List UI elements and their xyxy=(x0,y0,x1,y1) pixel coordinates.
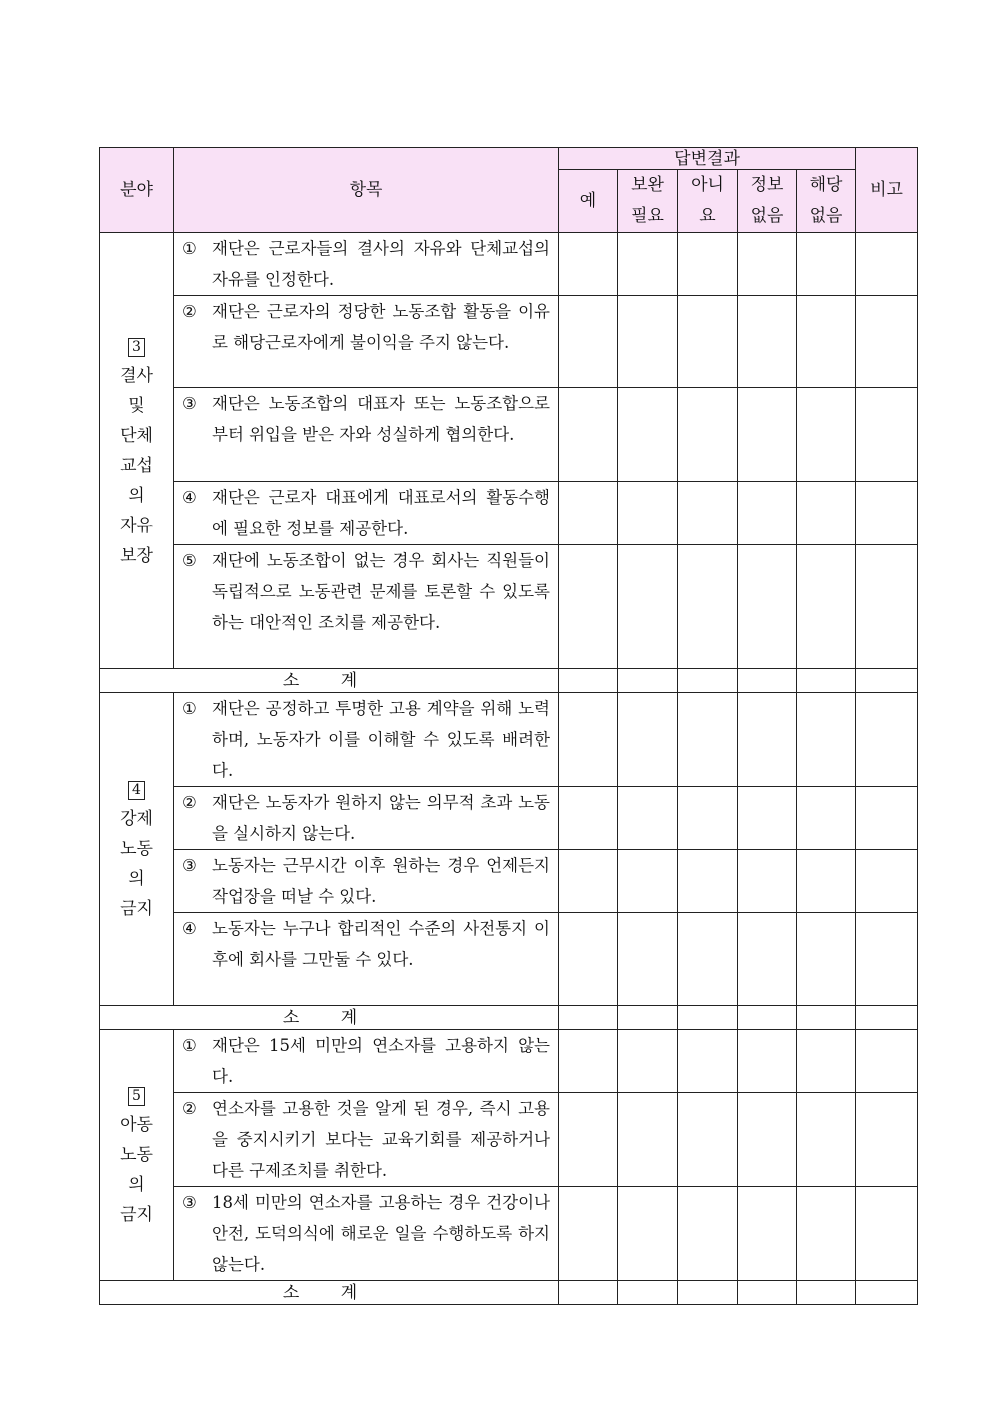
answer-not-applicable-cell[interactable] xyxy=(797,1093,856,1187)
answer-needs-improvement-cell[interactable] xyxy=(618,850,678,913)
subtotal-answer-no-info-cell[interactable] xyxy=(738,669,797,693)
subtotal-answer-no-cell[interactable] xyxy=(678,1006,738,1030)
table-row xyxy=(100,482,918,545)
answer-needs-improvement-cell[interactable] xyxy=(618,787,678,850)
remark-cell[interactable] xyxy=(856,545,918,669)
checklist-item xyxy=(174,1187,559,1281)
remark-cell[interactable] xyxy=(856,1030,918,1093)
item-number: ④ xyxy=(182,488,197,507)
answer-no-cell[interactable] xyxy=(678,913,738,1006)
item-number: ① xyxy=(182,1036,197,1055)
answer-not-applicable-cell[interactable] xyxy=(797,787,856,850)
answer-no-cell[interactable] xyxy=(678,296,738,388)
subtotal-remark-cell[interactable] xyxy=(856,1281,918,1305)
answer-needs-improvement-cell[interactable] xyxy=(618,233,678,296)
remark-cell[interactable] xyxy=(856,1187,918,1281)
answer-not-applicable-cell[interactable] xyxy=(797,693,856,787)
item-number: ③ xyxy=(182,1193,197,1212)
subtotal-answer-no-cell[interactable] xyxy=(678,669,738,693)
checklist-item xyxy=(174,388,559,482)
remark-cell[interactable] xyxy=(856,233,918,296)
remark-cell[interactable] xyxy=(856,482,918,545)
checklist-item xyxy=(174,482,559,545)
answer-no-cell[interactable] xyxy=(678,693,738,787)
table-row xyxy=(100,233,918,296)
checklist-item xyxy=(174,296,559,388)
answer-yes-cell[interactable] xyxy=(559,1030,618,1093)
section-title-line: 단체 xyxy=(120,425,153,446)
section-title-line: 노동 xyxy=(120,839,153,859)
answer-not-applicable-cell[interactable] xyxy=(797,388,856,482)
item-text: 노동자는 누구나 합리적인 수준의 사전통지 이후에 회사를 그만둘 수 있다. xyxy=(212,919,550,969)
item-text: 18세 미만의 연소자를 고용하는 경우 건강이나 안전, 도덕의식에 해로운 일을 수행하도록 하지 않는다. xyxy=(212,1193,550,1274)
item-number: ① xyxy=(182,699,197,718)
answer-yes-cell[interactable] xyxy=(559,233,618,296)
header-col-no: 아니 요 xyxy=(678,170,738,233)
item-number: ① xyxy=(182,239,197,258)
answer-no-info-cell[interactable] xyxy=(738,482,797,545)
answer-no-cell[interactable] xyxy=(678,1093,738,1187)
section-number: 5 xyxy=(128,1087,145,1106)
section-title xyxy=(100,233,174,669)
table-row xyxy=(100,850,918,913)
subtotal-label: 소 계 xyxy=(100,669,559,693)
subtotal-answer-yes-cell[interactable] xyxy=(559,1281,618,1305)
table-row xyxy=(100,913,918,1006)
table-row xyxy=(100,1187,918,1281)
answer-needs-improvement-cell[interactable] xyxy=(618,388,678,482)
checklist-item xyxy=(174,545,559,669)
answer-not-applicable-cell[interactable] xyxy=(797,913,856,1006)
header-field: 분야 xyxy=(100,148,174,233)
answer-no-info-cell[interactable] xyxy=(738,913,797,1006)
subtotal-answer-not-applicable-cell[interactable] xyxy=(797,1006,856,1030)
answer-yes-cell[interactable] xyxy=(559,1093,618,1187)
checklist-item xyxy=(174,233,559,296)
checklist-table xyxy=(99,147,918,1305)
item-text: 재단은 노동자가 원하지 않는 의무적 초과 노동을 실시하지 않는다. xyxy=(212,793,550,843)
item-text: 재단은 공정하고 투명한 고용 계약을 위해 노력하며, 노동자가 이를 이해할 수 있도록 배려한다. xyxy=(212,699,550,780)
subtotal-answer-yes-cell[interactable] xyxy=(559,669,618,693)
table-row xyxy=(100,693,918,787)
header-item: 항목 xyxy=(174,148,559,233)
answer-no-info-cell[interactable] xyxy=(738,1187,797,1281)
answer-no-cell[interactable] xyxy=(678,545,738,669)
answer-not-applicable-cell[interactable] xyxy=(797,1030,856,1093)
item-number: ② xyxy=(182,302,197,321)
answer-yes-cell[interactable] xyxy=(559,787,618,850)
section-title-line: 금지 xyxy=(120,899,153,919)
subtotal-row xyxy=(100,1281,918,1305)
item-number: ③ xyxy=(182,394,197,413)
section-title-line: 의 xyxy=(128,1175,145,1195)
item-text: 재단은 근로자의 정당한 노동조합 활동을 이유로 해당근로자에게 불이익을 주지 않는다. xyxy=(212,302,550,352)
answer-yes-cell[interactable] xyxy=(559,482,618,545)
answer-yes-cell[interactable] xyxy=(559,545,618,669)
answer-no-cell[interactable] xyxy=(678,233,738,296)
subtotal-answer-needs-improvement-cell[interactable] xyxy=(618,669,678,693)
section-title-line: 의 xyxy=(128,869,145,889)
answer-yes-cell[interactable] xyxy=(559,388,618,482)
checklist-item xyxy=(174,693,559,787)
answer-needs-improvement-cell[interactable] xyxy=(618,1030,678,1093)
subtotal-answer-no-info-cell[interactable] xyxy=(738,1281,797,1305)
section-title-line: 의 xyxy=(128,485,145,506)
subtotal-answer-yes-cell[interactable] xyxy=(559,1006,618,1030)
answer-not-applicable-cell[interactable] xyxy=(797,1187,856,1281)
remark-cell[interactable] xyxy=(856,1093,918,1187)
checklist-item xyxy=(174,1030,559,1093)
header-col-yes: 예 xyxy=(559,170,618,233)
checklist-item xyxy=(174,850,559,913)
answer-no-info-cell[interactable] xyxy=(738,296,797,388)
section-title-line: 및 xyxy=(128,395,145,416)
answer-not-applicable-cell[interactable] xyxy=(797,233,856,296)
answer-yes-cell[interactable] xyxy=(559,1187,618,1281)
checklist-item xyxy=(174,913,559,1006)
answer-no-info-cell[interactable] xyxy=(738,850,797,913)
table-row xyxy=(100,787,918,850)
answer-not-applicable-cell[interactable] xyxy=(797,850,856,913)
subtotal-remark-cell[interactable] xyxy=(856,1006,918,1030)
subtotal-answer-needs-improvement-cell[interactable] xyxy=(618,1281,678,1305)
table-row xyxy=(100,296,918,388)
answer-not-applicable-cell[interactable] xyxy=(797,482,856,545)
subtotal-row xyxy=(100,1006,918,1030)
answer-no-info-cell[interactable] xyxy=(738,693,797,787)
section-title xyxy=(100,1030,174,1281)
subtotal-answer-needs-improvement-cell[interactable] xyxy=(618,1006,678,1030)
item-text: 재단은 15세 미만의 연소자를 고용하지 않는다. xyxy=(212,1036,550,1086)
answer-needs-improvement-cell[interactable] xyxy=(618,1187,678,1281)
answer-no-cell[interactable] xyxy=(678,1030,738,1093)
subtotal-label: 소 계 xyxy=(100,1006,559,1030)
header-col-no-info: 정보 없음 xyxy=(738,170,797,233)
answer-no-cell[interactable] xyxy=(678,787,738,850)
remark-cell[interactable] xyxy=(856,296,918,388)
answer-not-applicable-cell[interactable] xyxy=(797,545,856,669)
answer-no-info-cell[interactable] xyxy=(738,545,797,669)
header-col-needs-improvement: 보완 필요 xyxy=(618,170,678,233)
table-row xyxy=(100,545,918,669)
subtotal-answer-no-cell[interactable] xyxy=(678,1281,738,1305)
subtotal-answer-not-applicable-cell[interactable] xyxy=(797,669,856,693)
remark-cell[interactable] xyxy=(856,693,918,787)
item-number: ② xyxy=(182,793,197,812)
header-remark: 비고 xyxy=(856,148,918,233)
remark-cell[interactable] xyxy=(856,850,918,913)
subtotal-answer-not-applicable-cell[interactable] xyxy=(797,1281,856,1305)
answer-needs-improvement-cell[interactable] xyxy=(618,693,678,787)
answer-yes-cell[interactable] xyxy=(559,693,618,787)
answer-needs-improvement-cell[interactable] xyxy=(618,1093,678,1187)
answer-needs-improvement-cell[interactable] xyxy=(618,913,678,1006)
remark-cell[interactable] xyxy=(856,388,918,482)
item-number: ⑤ xyxy=(182,551,197,570)
section-title xyxy=(100,693,174,1006)
answer-no-cell[interactable] xyxy=(678,482,738,545)
item-number: ③ xyxy=(182,856,197,875)
answer-no-info-cell[interactable] xyxy=(738,388,797,482)
table-row xyxy=(100,388,918,482)
section-title-line: 보장 xyxy=(120,545,153,566)
table-row xyxy=(100,1030,918,1093)
answer-no-info-cell[interactable] xyxy=(738,233,797,296)
answer-no-cell[interactable] xyxy=(678,850,738,913)
remark-cell[interactable] xyxy=(856,787,918,850)
item-text: 노동자는 근무시간 이후 원하는 경우 언제든지 작업장을 떠날 수 있다. xyxy=(212,856,550,906)
section-title-line: 교섭 xyxy=(120,455,153,476)
answer-not-applicable-cell[interactable] xyxy=(797,296,856,388)
item-text: 재단에 노동조합이 없는 경우 회사는 직원들이 독립적으로 노동관련 문제를 토론할 수 있도록 하는 대안적인 조치를 제공한다. xyxy=(212,551,550,632)
section-title-line: 강제 xyxy=(120,809,153,829)
answer-no-info-cell[interactable] xyxy=(738,787,797,850)
answer-no-info-cell[interactable] xyxy=(738,1030,797,1093)
item-text: 재단은 노동조합의 대표자 또는 노동조합으로부터 위입을 받은 자와 성실하게 협의한다. xyxy=(212,394,550,444)
item-text: 재단은 근로자들의 결사의 자유와 단체교섭의 자유를 인정한다. xyxy=(212,239,550,289)
answer-no-cell[interactable] xyxy=(678,388,738,482)
header-result-group: 답변결과 xyxy=(559,148,856,170)
answer-needs-improvement-cell[interactable] xyxy=(618,482,678,545)
section-number: 4 xyxy=(128,781,145,800)
item-text: 재단은 근로자 대표에게 대표로서의 활동수행에 필요한 정보를 제공한다. xyxy=(212,488,550,538)
section-title-line: 노동 xyxy=(120,1145,153,1165)
section-number: 3 xyxy=(128,338,145,357)
subtotal-label: 소 계 xyxy=(100,1281,559,1305)
table-row xyxy=(100,1093,918,1187)
header-col-not-applicable: 해당 없음 xyxy=(797,170,856,233)
answer-no-cell[interactable] xyxy=(678,1187,738,1281)
answer-yes-cell[interactable] xyxy=(559,296,618,388)
checklist-item xyxy=(174,1093,559,1187)
checklist-item xyxy=(174,787,559,850)
section-title-line: 금지 xyxy=(120,1205,153,1225)
item-number: ④ xyxy=(182,919,197,938)
subtotal-remark-cell[interactable] xyxy=(856,669,918,693)
answer-yes-cell[interactable] xyxy=(559,913,618,1006)
section-title-line: 결사 xyxy=(120,365,153,386)
answer-needs-improvement-cell[interactable] xyxy=(618,545,678,669)
section-title-line: 아동 xyxy=(120,1115,153,1135)
item-text: 연소자를 고용한 것을 알게 된 경우, 즉시 고용을 중지시키기 보다는 교육기회를 제공하거나 다른 구제조치를 취한다. xyxy=(212,1099,550,1180)
answer-needs-improvement-cell[interactable] xyxy=(618,296,678,388)
subtotal-answer-no-info-cell[interactable] xyxy=(738,1006,797,1030)
remark-cell[interactable] xyxy=(856,913,918,1006)
section-title-line: 자유 xyxy=(120,515,153,536)
answer-yes-cell[interactable] xyxy=(559,850,618,913)
item-number: ② xyxy=(182,1099,197,1118)
subtotal-row xyxy=(100,669,918,693)
answer-no-info-cell[interactable] xyxy=(738,1093,797,1187)
